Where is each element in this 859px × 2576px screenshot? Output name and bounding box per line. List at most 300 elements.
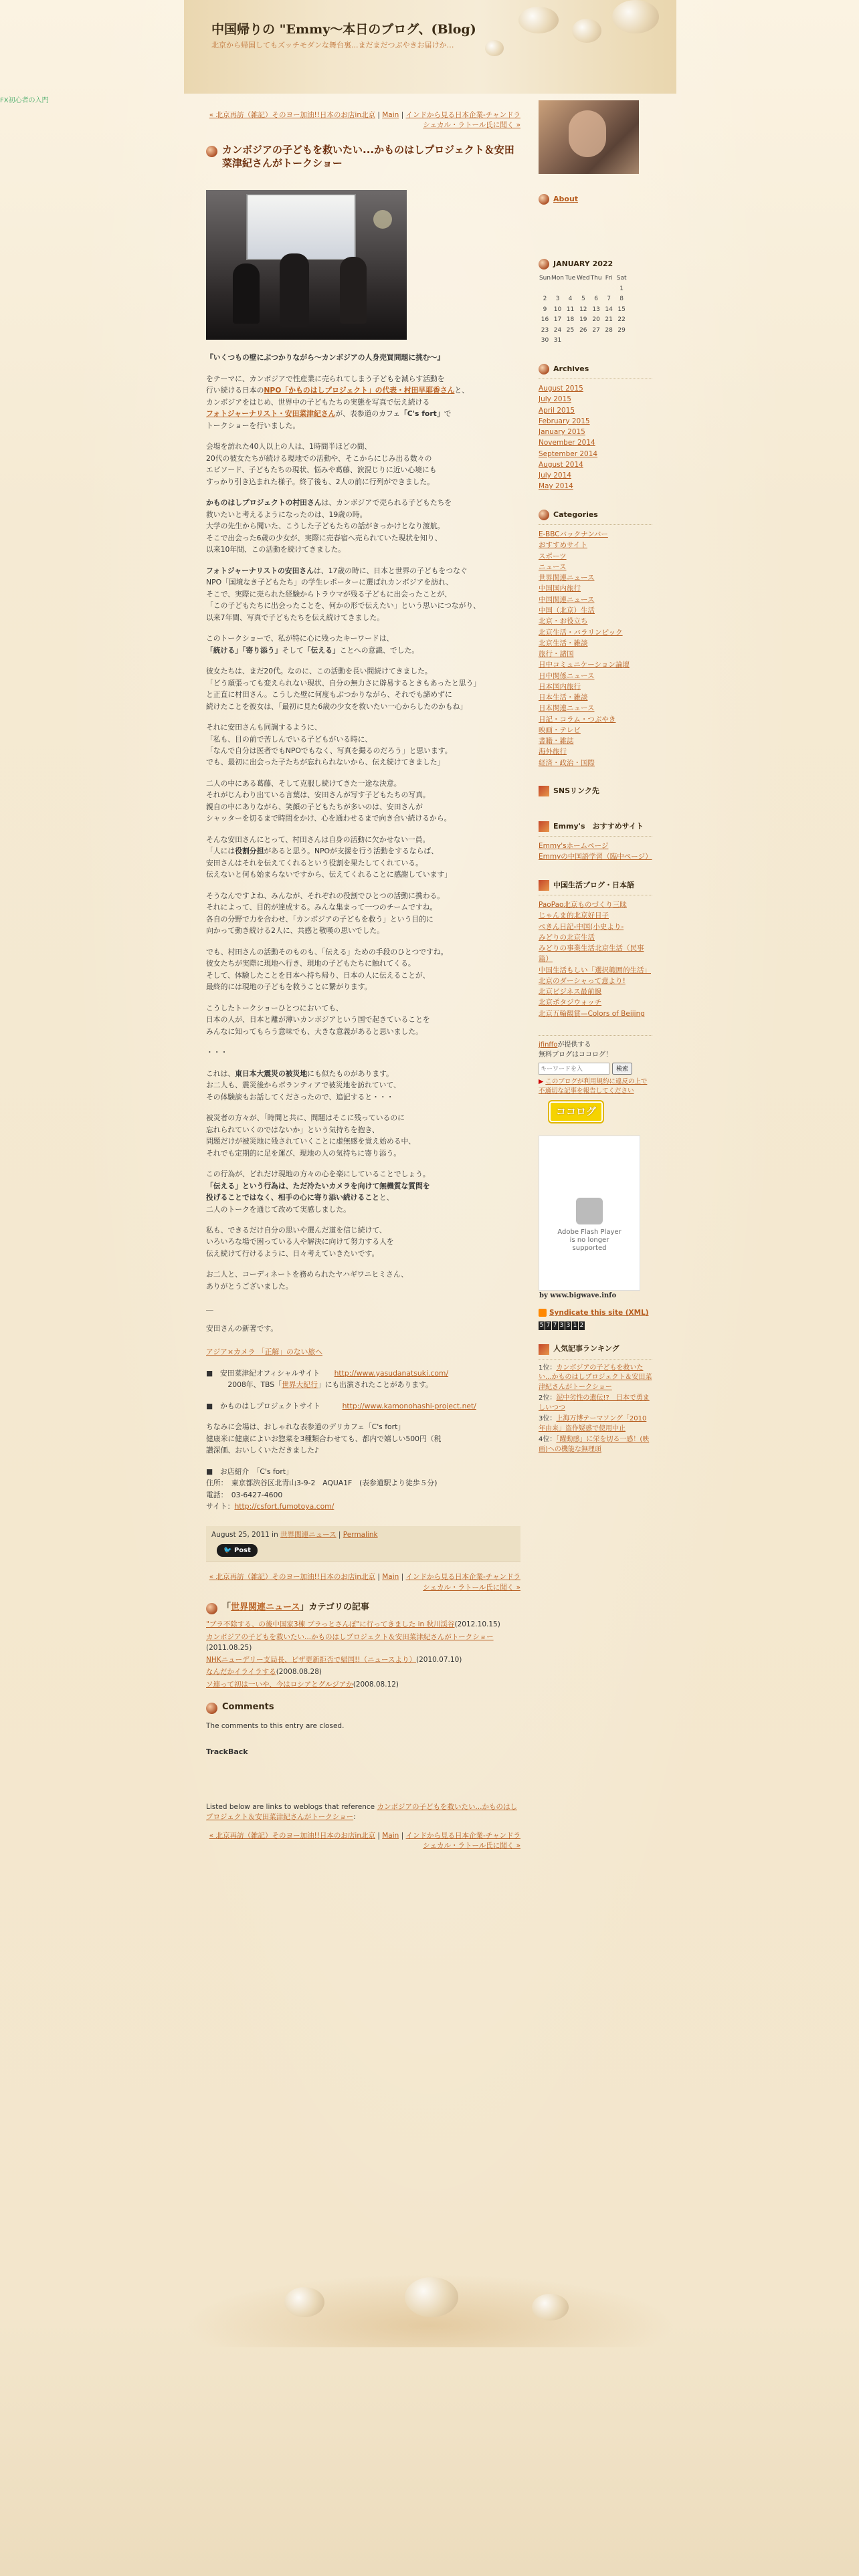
prev-entry-link[interactable]: « 北京再訪（雑記）そのヨー加油!!日本のお店in北京 (209, 1573, 375, 1582)
recommend-icon (539, 821, 549, 832)
category-link[interactable]: E-BBCバックナンバー (539, 530, 608, 539)
list-item (206, 1632, 520, 1654)
category-link[interactable]: 中国国内旅行 (539, 584, 581, 593)
blog-link[interactable]: 北京ビジネス最前線 (539, 988, 602, 996)
shell-decoration (532, 2294, 569, 2321)
search-input[interactable] (539, 1063, 609, 1075)
ranking-item (539, 1414, 652, 1434)
text: は、17歳の時に、日本と世界の子どもをつなぐ NPO「国境なき子どもたち」の学生レポーターに選ばれカンボジアを訪れ、 そこで、実際に売られた経験からトラウマが残る子どもに出会ったことが、 「この子どもたちに出会ったことを、何かの形で伝えたい」という思いにつながり、 以来7年間、写真で子どもたちを伝え続けてきました。 (206, 566, 481, 622)
archive-link[interactable]: February 2015 (539, 417, 590, 425)
paragraph: こうしたトークショーひとつにおいても、 日本の人が、日本と離が薄いカンボジアという国で起きていることを みんなに知ってもらう意味でも、大きな意義があると思いました。 (206, 1003, 430, 1036)
puzzle-plugin-icon (576, 1198, 603, 1224)
day: 27 (592, 326, 600, 334)
next-entry-link[interactable]: インドから見る日本企業-チャンドラシェカル・ラトール氏に聞く » (405, 111, 520, 130)
archives-heading (539, 364, 652, 375)
shell-decoration (405, 2277, 458, 2317)
paragraph (206, 1068, 520, 1103)
lamp (373, 210, 392, 229)
archive-link[interactable]: September 2014 (539, 449, 598, 458)
tweet-label: Post (233, 1547, 251, 1555)
ranking-link[interactable]: 上海万博テーマソング「2010年由来」盗作疑惑で使用中止 (539, 1415, 647, 1432)
day: 20 (592, 316, 600, 323)
comments-heading (206, 1701, 520, 1714)
blog-link[interactable]: 北京ポタジウォッチ (539, 998, 602, 1007)
text: ■ お店紹介 「C's fort」 住所： 東京都渋谷区北青山3-9-2 AQUA1F (表参道駅より徒歩５分) 電話： 03-6427-4600 サイト： (206, 1467, 438, 1511)
shell-icon (539, 510, 549, 520)
calendar-week (539, 326, 628, 336)
entry-heading: 『いくつもの壁にぶつかりながら〜カンボジアの人身売買問題に挑む〜』 (206, 353, 445, 362)
about-link[interactable]: About (553, 195, 579, 203)
day: 11 (566, 306, 575, 313)
counter-digit: 2 (579, 1321, 584, 1329)
next-entry-link[interactable]: インドから見る日本企業-チャンドラシェカル・ラトール氏に聞く » (405, 1832, 520, 1850)
article-date: (2011.08.25) (206, 1643, 252, 1652)
shell-icon (539, 364, 549, 374)
china-blogs-heading (539, 880, 652, 891)
ranking-item (539, 1364, 652, 1393)
counter-digit: 5 (539, 1321, 544, 1329)
day (603, 336, 615, 346)
archive-link[interactable]: August 2015 (539, 385, 583, 393)
calendar-week (539, 294, 628, 305)
archive-link[interactable]: May 2014 (539, 482, 573, 491)
shell-decoration (518, 7, 559, 33)
article-link[interactable]: NHKニューデリー支局長、ビザ更新拒否で帰国!!（ニュースより） (206, 1656, 417, 1665)
calendar-heading (539, 259, 652, 270)
report-link[interactable]: このブログが利用規約に違反 (545, 1077, 628, 1085)
person-silhouette (340, 257, 367, 324)
bold-text: 「伝える」 (303, 645, 340, 655)
day (577, 336, 590, 346)
paragraph (206, 373, 520, 431)
cocolog-logo[interactable]: ココログ (549, 1101, 603, 1122)
powered-by-section (539, 1035, 652, 1122)
article-date: (2008.08.12) (353, 1680, 399, 1689)
text: 」にも出演されたことがあります。 (317, 1380, 433, 1390)
article-link[interactable]: カンボジアの子どもを救いたい...かものはしプロジェクト＆安田菜津紀さんがトークショー (206, 1632, 494, 1641)
trackback-entry-link[interactable]: カンボジアの子どもを救いたい...かものはしプロジェクト＆安田菜津紀さんがトークショー (206, 1802, 517, 1822)
day: 5 (581, 296, 585, 302)
category-articles-list (206, 1619, 520, 1690)
counter-digit: 3 (566, 1321, 571, 1329)
list-item (206, 1654, 520, 1665)
category-link[interactable]: 中国（北京）生活 (539, 607, 595, 615)
ranking-title: 人気記事ランキング (553, 1344, 619, 1354)
counter-digit: 3 (559, 1321, 564, 1329)
entry-title (206, 144, 520, 170)
tweet-button[interactable] (217, 1544, 258, 1557)
category-link[interactable]: 日本国内旅行 (539, 682, 581, 691)
posted-date: August 25, 2011 in (211, 1530, 281, 1539)
paragraph: 二人の中にある葛藤、そして克服し続けてきた一途な決意。 それがじんわり出ている言葉は、安田さんが写す子どもたちの写真。 親自の中にありながら、笑顔の子どもたちが多いのは、安田さんが シャッターを切るまで時間をかけ、心を通わせるまで向き合い続けるから。 (206, 778, 452, 823)
article-link[interactable]: ソ連って初は一いや、今はロシアとグルジアか (206, 1680, 353, 1689)
day: 9 (543, 306, 547, 313)
shell-decoration (485, 40, 504, 56)
main-content (206, 110, 520, 1852)
paragraph (206, 497, 520, 555)
day (603, 284, 615, 295)
day: 12 (579, 306, 587, 313)
text: : (353, 1813, 356, 1822)
provider-link[interactable]: jfinffo (539, 1041, 558, 1049)
divider (539, 524, 652, 525)
rank: 1位： (539, 1364, 557, 1372)
day: 3 (555, 296, 560, 302)
category-link[interactable]: 海外旅行 (539, 748, 567, 756)
cafe-name: 「C's fort」 (400, 409, 444, 419)
profile-photo[interactable] (539, 100, 639, 174)
blog-link[interactable]: みどりの北京生活 (539, 933, 595, 942)
comments-closed-note: The comments to this entry are closed. (206, 1722, 345, 1731)
text: そんな安田さんにとって、村田さんは自身の活動に欠かせない一員。 「人には (206, 835, 430, 856)
categories-heading (539, 510, 652, 521)
paragraph: ちなみに会場は、おしゃれな表参道のデリカフェ「C's fort」 健康米に健康によいお惣菜を3種類合わせても、都内で嬉しい500円（税 讃深価、おいしくいただきました♪ (206, 1422, 442, 1455)
category-link[interactable]: 中国関連ニュース (539, 595, 595, 604)
text: をテーマに、カンボジアで性産業に売られてしまう子どもを減らす活動を 行い続ける日本の (206, 374, 445, 395)
text: と、 二人のトークを通じて改めて実感しました。 (206, 1193, 394, 1214)
category-link[interactable]: 世界関連ニュース (280, 1530, 337, 1539)
paragraph: 彼女たちは、まだ20代。なのに、この活動を長い間続けてきました。 「どう頑張っても変えられない現状、自分の無力さに辟易するときもあったと思う」 と正直に村田さん。こうした壁に何度もぶつかりながら、それでも諦めずに 続けたことを彼女は、「最初に見た6歳の少女を救いたい一心からしたのかもね」 (206, 667, 481, 711)
bold-text: 「統ける」「寄り添う」 (206, 645, 282, 655)
npo-link[interactable]: NPO「かものはしプロジェクト」の代表・村田早耶香さん (264, 386, 455, 395)
rank: 3位： (539, 1415, 557, 1423)
day (590, 284, 603, 295)
blog-link[interactable]: ぺきん日記-中国(小史より- (539, 922, 624, 931)
text: にも似たものがあります。 お二人も、震災後からボランティアで被災地を訪れていて、 その体験談もお話してくださったので、追記すると・・・ (206, 1069, 401, 1101)
bold-text: 「伝える」という行為は、ただ冷たいカメラを向けて無機質な質問を 投げることではなく、相手の心に寄り添い続けること (206, 1181, 430, 1202)
nav-separator: | (375, 1573, 383, 1582)
paragraph (206, 834, 520, 881)
weekday: Sun (539, 275, 551, 282)
text: と、 カンボジアをはじめ、世界中の子どもたちの実態を写真で伝え続ける (206, 386, 470, 407)
ranking-heading (539, 1344, 652, 1355)
ranking-link[interactable]: 泥中劣性の遺伝!? 日本で勇ましいつつ (539, 1394, 650, 1412)
trackback-text (206, 1802, 520, 1824)
access-counter (539, 1321, 585, 1330)
blog-link[interactable]: じゃんま的北京好日子 (539, 911, 609, 920)
separator: | (336, 1530, 343, 1539)
day (577, 284, 590, 295)
flash-caption: by www.bigwave.info (539, 1291, 617, 1299)
day: 6 (594, 296, 598, 302)
footer-decoration (184, 2274, 676, 2347)
paragraph: でも、村田さんの活動そのものも、「伝える」ための手段のひとつですね。 彼女たちが実際に現地へ行き、現地の子どもたちに触れてくる。 そして、体験したことを日本へ持ち帰り、日本の人に伝えることが、 最終的には現地の子どもを救うことに繋がります。 (206, 947, 448, 992)
blog-description: 北京から帰国してもズッチモダンな舞台裏...まだまだつぶやきお届けか… (211, 41, 454, 49)
text: is no longer (569, 1236, 609, 1244)
china-blogs-section (539, 880, 652, 1019)
day: 23 (541, 326, 549, 334)
article-date: (2012.10.15) (454, 1620, 500, 1629)
categories-title: Categories (553, 510, 598, 519)
ranking-item (539, 1435, 652, 1455)
powered-text: が提供する 無料ブログはココログ！ (539, 1041, 612, 1059)
paragraph (206, 633, 520, 656)
divider (539, 1035, 652, 1036)
sns-title: SNSリンク先 (553, 786, 599, 795)
day (551, 284, 564, 295)
counter-digit: 1 (573, 1321, 577, 1329)
text: 2008年、TBS「 (206, 1380, 282, 1390)
tv-program-link[interactable]: 世界大紀行 (281, 1380, 318, 1390)
category-link[interactable]: 書籍・雑誌 (539, 737, 574, 746)
projection-screen (246, 194, 356, 260)
category-heading-link[interactable]: 世界関連ニュース (231, 1602, 300, 1612)
day: 18 (566, 316, 575, 323)
nav-separator: | (375, 1832, 383, 1840)
main-link[interactable]: Main (382, 111, 399, 119)
text: Adobe Flash Player (557, 1228, 622, 1236)
day: 8 (619, 296, 624, 302)
shell-bullet-icon (206, 146, 217, 157)
calendar-weekday-row (539, 274, 628, 284)
sidebar (539, 100, 652, 1464)
article-date: (2010.07.10) (416, 1656, 462, 1665)
weekday: Thu (590, 275, 602, 282)
calendar-section (539, 259, 652, 346)
category-link[interactable]: 映画・テレビ (539, 726, 581, 734)
day: 24 (553, 326, 562, 334)
text: で トークショーを行いました。 (206, 409, 452, 430)
list-item (206, 1619, 520, 1630)
emmy-sites-heading (539, 821, 652, 833)
text: は、カンボジアで売られる子どもたちを 救いたいと考えるようになったのは、19歳の時。 大学の先生から聞いた、こうした子どもたちの話がきっかけとなり渡航。 そこで出会った6歳の少女が、実際に売春宿へ売られていた現状を知り、 以来10年間、この活動を続けてきました。 (206, 498, 452, 554)
calendar-title: JANUARY 2022 (553, 259, 613, 268)
yasuda-site-link[interactable]: http://www.yasudanatsuki.com/ (334, 1368, 449, 1378)
calendar-week (539, 305, 628, 316)
archive-link[interactable]: November 2014 (539, 439, 595, 447)
day: 1 (619, 285, 624, 292)
paragraph (206, 565, 520, 623)
paragraph: 安田さんの新著です。 (206, 1323, 278, 1333)
weekday: Fri (605, 275, 613, 282)
rss-icon (539, 1309, 547, 1317)
day: 2 (543, 296, 547, 302)
prev-entry-link[interactable]: « 北京再訪（雑記）そのヨー加油!!日本のお店in北京 (209, 111, 375, 119)
book-link[interactable]: アジア×カメラ 「正解」のない旅へ (206, 1348, 322, 1357)
sns-heading (539, 786, 652, 797)
category-link[interactable]: 旅行・諸国 (539, 650, 574, 659)
category-link[interactable]: 世界関連ニュース (539, 574, 595, 582)
blog-title[interactable]: 中国帰りの "Emmy〜本日のブログ、(Blog) (211, 22, 476, 37)
blog-link[interactable]: 北京のダーシャって意より! (539, 976, 626, 985)
text: supported (572, 1244, 607, 1252)
weekday: Sat (616, 275, 627, 282)
category-articles-heading (206, 1601, 520, 1614)
event-photo (206, 190, 407, 340)
day (590, 336, 603, 346)
calendar-week (539, 284, 628, 295)
photographer-link[interactable]: フォトジャーナリスト・安田菜津紀さん (206, 409, 336, 419)
shell-decoration (572, 19, 601, 43)
category-link[interactable]: 日本生活・雑談 (539, 693, 588, 702)
category-link[interactable]: 経済・政治・国際 (539, 758, 595, 767)
archive-link[interactable]: July 2014 (539, 471, 571, 480)
article-date: (2008.08.28) (276, 1668, 322, 1677)
category-link[interactable]: 北京生活・バラリンピック (539, 628, 623, 637)
text: 」カテゴリの記事 (300, 1602, 369, 1612)
article-link[interactable]: "ブラ不除する、の後中国家3棟 ブラっとさんぽ"に行ってきました in 秋川渓谷 (206, 1620, 455, 1629)
text: 「 (222, 1602, 231, 1612)
archive-link[interactable]: July 2015 (539, 395, 571, 404)
bold-text: 東日本大震災の被災地 (235, 1069, 308, 1078)
ranking-link[interactable]: カンボジアの子どもを救いたい...かものはしプロジェクト＆安田菜津紀さんがトークショー (539, 1364, 652, 1391)
bold-text: 役割分担 (235, 847, 264, 856)
main-link[interactable]: Main (382, 1573, 399, 1582)
next-entry-link[interactable]: インドから見る日本企業-チャンドラシェカル・ラトール氏に聞く » (405, 1573, 520, 1592)
trackback-heading: TrackBack (206, 1747, 248, 1757)
flash-message (539, 1228, 640, 1253)
text: が、表参道のカフェ (335, 409, 401, 419)
category-link[interactable]: 日記・コラム・つぶやき (539, 715, 616, 724)
nav-separator: | (399, 111, 406, 119)
sns-section (539, 786, 652, 797)
text: ことへの意識、でした。 (339, 645, 419, 655)
day: 21 (605, 316, 613, 323)
text: これは、 (206, 1069, 235, 1078)
syndicate-row (539, 1308, 652, 1319)
info-yasuda (206, 1368, 520, 1391)
report-link[interactable]: の上で不適切な記事を報告してください (539, 1077, 648, 1095)
blog-link[interactable]: PaoPao北京ものづくり三昧 (539, 901, 627, 909)
blog-link[interactable]: みどりの事業生活北京生活（民事篇） (539, 944, 644, 964)
category-link[interactable]: スポーツ (539, 552, 567, 560)
ranking-item (539, 1394, 652, 1413)
ad-banner-alt-text[interactable]: FX初心者の入門 (0, 97, 49, 104)
archives-section (539, 364, 652, 492)
search-form (539, 1063, 652, 1075)
text: この行為が、どれだけ現地の方々の心を楽にしていることでしょう。 (206, 1170, 430, 1179)
emmy-sites-title: Emmy's おすすめサイト (553, 821, 644, 831)
main-link[interactable]: Main (382, 1832, 399, 1840)
day: 15 (617, 306, 626, 313)
day: 22 (617, 316, 626, 323)
divider (539, 836, 652, 837)
paragraph: 被災者の方々が、「時間と共に、問題はそこに残っているのに 忘れられていくのではないか」という気持ちを抱き、 問題だけが被災地に残されていくことに虚無感を覚え始める中、 それでも定期的に足を運び、現地の人の気持ちに寄り添う。 (206, 1113, 416, 1158)
archive-link[interactable]: August 2014 (539, 460, 583, 469)
nav-separator: | (399, 1573, 406, 1582)
divider (539, 1359, 652, 1360)
day (564, 284, 577, 295)
rank: 2位： (539, 1394, 557, 1402)
calendar-week (539, 336, 628, 346)
paragraph: 会場を訪れた40人以上の人は、1時間半ほどの間、 20代の彼女たちが続ける現地での活動や、そこからにじみ出る数々の エピソード、子どもたちの現状、悩みや葛藤、涙混じりに近い心境にも すっかり引き込まれた様子。終了後も、2人の前に行列ができました。 (206, 442, 437, 486)
blog-link[interactable]: 中国生活もしい「選択範囲的生活」 (539, 966, 651, 974)
emmy-site-link[interactable]: Emmy'sホームページ (539, 842, 609, 850)
day: 26 (579, 326, 587, 334)
calendar-week (539, 315, 628, 326)
shop-info (206, 1466, 520, 1513)
entry-navigation-top (206, 110, 520, 130)
day: 28 (605, 326, 613, 334)
text: ■ かものはしプロジェクトサイト (206, 1401, 343, 1410)
article-link[interactable]: なんだかイライラする (206, 1668, 276, 1677)
shell-icon (539, 194, 549, 205)
ranking-section (539, 1344, 652, 1455)
archive-link[interactable]: April 2015 (539, 406, 575, 415)
day (615, 336, 628, 346)
paragraph: そうなんですよね、みんなが、それぞれの役割でひとつの活動に携わる。 それによって、目的が達成する。みんな集まって一つのチームですね。 各自の分野で力を合わせ、「カンボジアの子どもを救う」という目的に 向かって動き続ける2人に、共感と敬嘆の思いでした。 (206, 891, 445, 936)
paragraph (206, 1168, 520, 1215)
ranking-icon (539, 1344, 549, 1355)
syndicate-link[interactable]: Syndicate this site (XML) (549, 1308, 649, 1317)
shop-site-link[interactable]: http://csfort.fumotoya.com/ (234, 1502, 335, 1511)
day (539, 284, 551, 295)
bird-icon: 🐦 (223, 1547, 234, 1555)
text: そして (282, 645, 304, 655)
profile-face (569, 110, 606, 157)
day: 17 (553, 316, 562, 323)
ranking-link[interactable]: 「躍動感」に栄を切る一感！(映画)への機能な無理頭 (539, 1436, 650, 1453)
nav-separator: | (399, 1832, 406, 1840)
permalink-link[interactable]: Permalink (343, 1530, 378, 1539)
flash-widget (539, 1136, 640, 1299)
ranking-list (539, 1364, 652, 1455)
category-link[interactable]: ニュース (539, 562, 567, 571)
text: Listed below are links to weblogs that reference (206, 1802, 377, 1811)
blog-icon (539, 880, 549, 891)
category-link[interactable]: 北京生活・雑談 (539, 639, 588, 647)
shell-decoration (612, 0, 659, 33)
counter-digit: 7 (546, 1321, 551, 1329)
day: 7 (607, 296, 611, 302)
comments-title: Comments (222, 1701, 274, 1712)
category-link[interactable]: 北京・お役立ち (539, 617, 588, 626)
day: 10 (553, 306, 562, 313)
warning-icon: ▶ (539, 1077, 546, 1085)
blog-link[interactable]: 北京五輪観賞—Colors of Beijing (539, 1009, 645, 1018)
category-link[interactable]: 日中関係ニュース (539, 671, 595, 680)
day: 14 (605, 306, 613, 313)
rank: 4位： (539, 1436, 557, 1444)
text: ■ 安田菜津紀オフィシャルサイト (206, 1368, 335, 1378)
category-link[interactable]: 日本関連ニュース (539, 704, 595, 713)
shell-icon (539, 259, 549, 270)
report-section (539, 1077, 652, 1097)
day: 13 (592, 306, 600, 313)
entry-footer (206, 1526, 520, 1562)
emmy-site-link[interactable]: Emmyの中国語学習（臨中ページ） (539, 853, 652, 861)
person-silhouette (280, 253, 309, 327)
categories-section (539, 510, 652, 768)
prev-entry-link[interactable]: « 北京再訪（雑記）そのヨー加油!!日本のお店in北京 (209, 1832, 375, 1840)
day: 30 (541, 337, 549, 344)
day: 19 (579, 316, 587, 323)
weekday: Tue (565, 275, 576, 282)
entry-title-text: カンボジアの子どもを救いたい...かものはしプロジェクト＆安田菜津紀さんがトークショー (222, 144, 514, 169)
category-link[interactable]: おすすめサイト (539, 541, 587, 550)
paragraph: お二人と、コーディネートを務められたヤハギワニヒミさん、 ありがとうございました。 (206, 1270, 409, 1291)
archive-link[interactable]: January 2015 (539, 428, 585, 437)
category-link[interactable]: 日中コミュニケーション論壇 (539, 661, 630, 669)
day: 4 (568, 296, 573, 302)
search-button[interactable]: 検索 (612, 1063, 632, 1075)
shell-bullet-icon (206, 1603, 217, 1614)
text: があると思う。NPOが支援を行う活動をするならば、 安田さんはそれを伝えてくれるという役割を果たしてくれている。 伝えないと何も始まらないですから、伝えてくれることに感謝しています」 (206, 847, 452, 879)
weekday: Wed (577, 275, 590, 282)
list-item (206, 1679, 520, 1690)
day: 31 (553, 337, 562, 344)
day: 29 (617, 326, 626, 334)
calendar-table (539, 274, 628, 346)
info-kamonohashi (206, 1400, 520, 1412)
entry-navigation-bottom (206, 1831, 520, 1851)
kamonohashi-site-link[interactable]: http://www.kamonohashi-project.net/ (342, 1401, 476, 1410)
china-blogs-title: 中国生活ブログ・日本語 (553, 880, 634, 889)
weekday: Mon (551, 275, 564, 282)
about-heading (539, 194, 652, 205)
list-item (206, 1667, 520, 1677)
separator-dash: ＿ (206, 1303, 213, 1312)
